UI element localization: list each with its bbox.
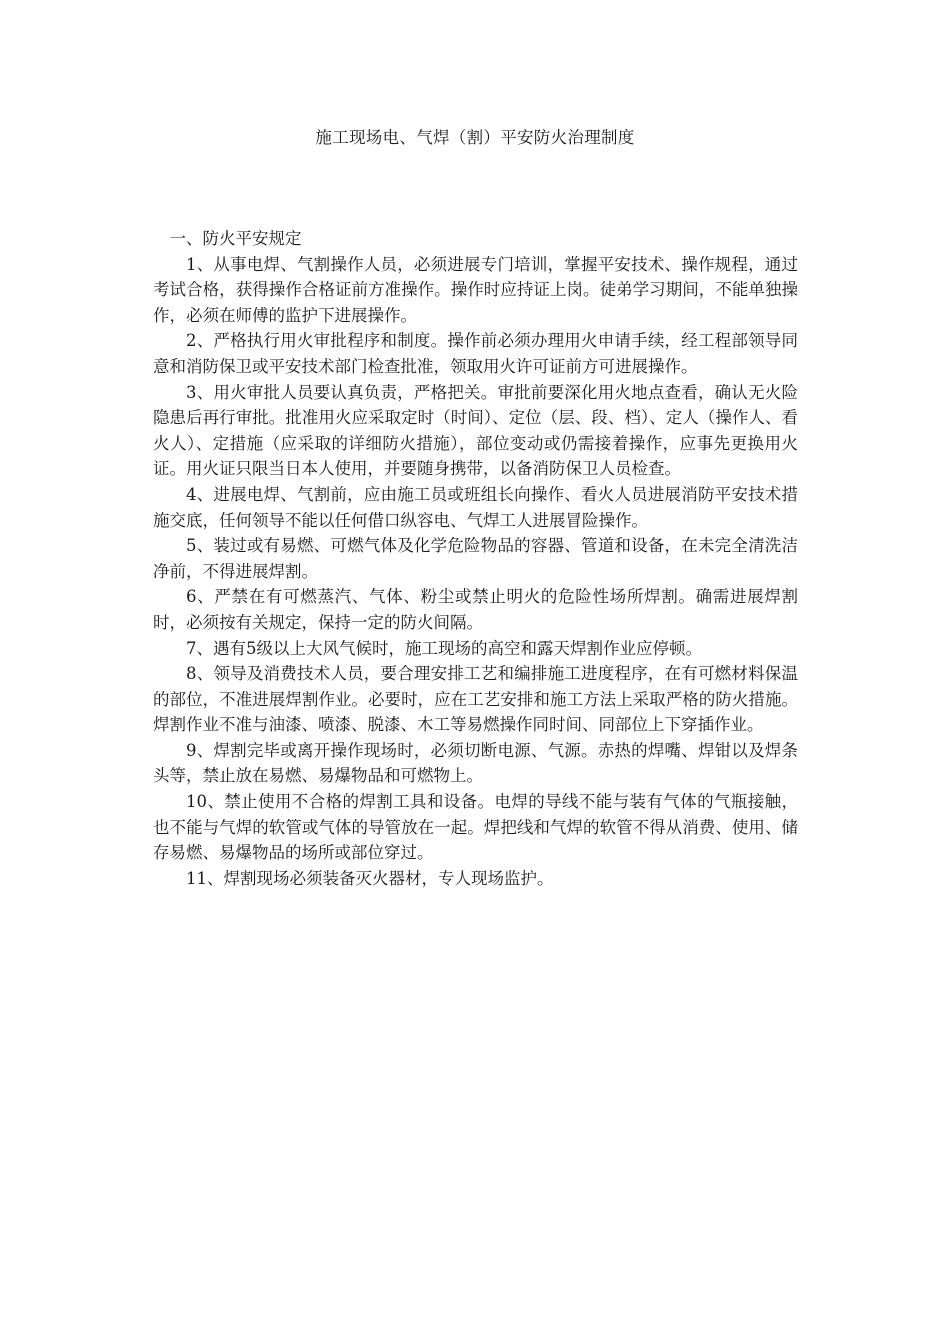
rule-paragraph-3: 3、用火审批人员要认真负责，严格把关。审批前要深化用火地点查看，确认无火险隐患后再行审批。批准用火应采取定时（时间）、定位（层、段、档）、定人（操作人、看火人）、定措施（应采取的详细防火措施），部位变动或仍需接着操作，应事先更换用火证。用火证只限当日本人使用，并要随身携带，以备消防保卫人员检查。 — [153, 382, 798, 479]
document-body — [153, 226, 798, 891]
rule-paragraph-11: 11、焊割现场必须装备灭火器材，专人现场监护。 — [186, 868, 554, 888]
rule-paragraph-6: 6、严禁在有可燃蒸汽、气体、粉尘或禁止明火的危险性场所焊割。确需进展焊割时，必须按有关规定，保持一定的防火间隔。 — [153, 587, 798, 632]
rule-paragraph-10: 10、禁止使用不合格的焊割工具和设备。电焊的导线不能与装有气体的气瓶接触，也不能与气焊的软管或气体的导管放在一起。焊把线和气焊的软管不得从消费、使用、储存易燃、易爆物品的场所或部位穿过。 — [153, 792, 798, 863]
rule-paragraph-2: 2、严格执行用火审批程序和制度。操作前必须办理用火申请手续，经工程部领导同意和消防保卫或平安技术部门检查批准，领取用火许可证前方可进展操作。 — [153, 331, 798, 376]
rule-paragraph-5: 5、装过或有易燃、可燃气体及化学危险物品的容器、管道和设备，在未完全清洗洁净前，不得进展焊割。 — [153, 536, 798, 581]
rule-paragraph-8: 8、领导及消费技术人员，要合理安排工艺和编排施工进度程序，在有可燃材料保温的部位，不准进展焊割作业。必要时，应在工艺安排和施工方法上采取严格的防火措施。焊割作业不准与油漆、喷漆、脱漆、木工等易燃操作同时间、同部位上下穿插作业。 — [153, 664, 798, 735]
rule-paragraph-7: 7、遇有5级以上大风气候时，施工现场的高空和露天焊割作业应停顿。 — [186, 638, 702, 658]
rule-paragraph-4: 4、进展电焊、气割前，应由施工员或班组长向操作、看火人员进展消防平安技术措施交底，任何领导不能以任何借口纵容电、气焊工人进展冒险操作。 — [153, 484, 798, 530]
rule-paragraph-1: 1、从事电焊、气割操作人员，必须进展专门培训，掌握平安技术、操作规程，通过考试合格，获得操作合格证前方准操作。操作时应持证上岗。徒弟学习期间，不能单独操作，必须在师傅的监护下进展操作。 — [153, 254, 798, 325]
document-title: 施工现场电、气焊（割）平安防火治理制度 — [315, 128, 635, 147]
rule-paragraph-9: 9、焊割完毕或离开操作现场时，必须切断电源、气源。赤热的焊嘴、焊钳以及焊条头等，禁止放在易燃、易爆物品和可燃物上。 — [153, 740, 798, 786]
section-heading: 一、防火平安规定 — [169, 229, 302, 248]
